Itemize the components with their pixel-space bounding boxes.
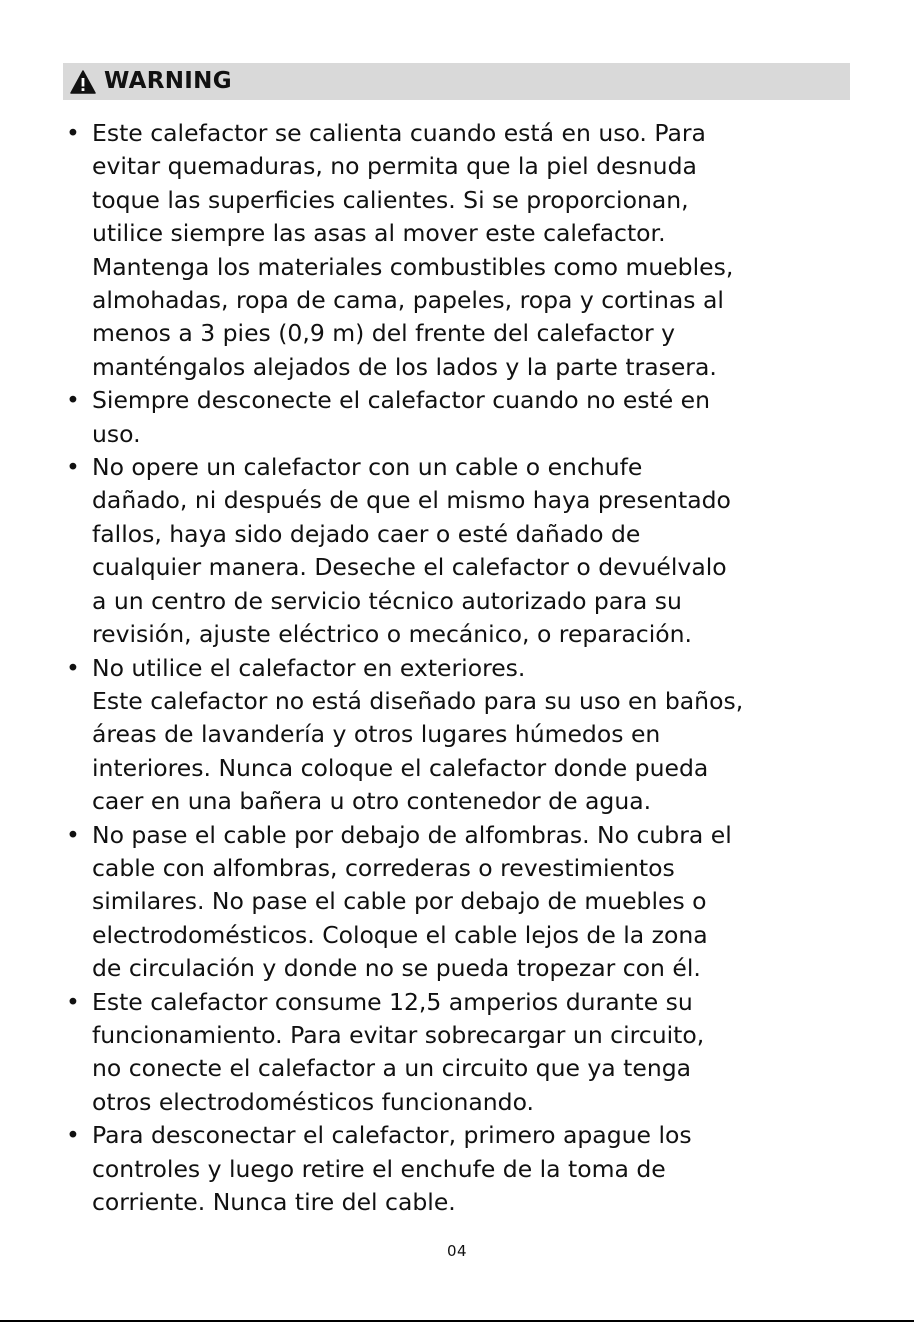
item-line: de circulación y donde no se pueda tropezar con él. [92, 954, 701, 983]
list-item [66, 117, 866, 384]
bullet: • [66, 987, 80, 1016]
item-line: revisión, ajuste eléctrico o mecánico, o reparación. [92, 620, 692, 649]
item-line: No pase el cable por debajo de alfombras. No cubra el [92, 820, 732, 849]
item-line: áreas de lavandería y otros lugares húmedos en [92, 720, 661, 749]
item-line: cable con alfombras, correderas o revestimientos [92, 853, 675, 882]
item-line: Mantenga los materiales combustibles como muebles, [92, 252, 734, 281]
list-item [66, 451, 866, 651]
item-line: electrodomésticos. Coloque el cable lejos de la zona [92, 920, 708, 949]
item-line: No utilice el calefactor en exteriores. [92, 653, 526, 682]
bullet: • [66, 820, 80, 849]
item-line: Siempre desconecte el calefactor cuando no esté en [92, 386, 711, 415]
page-bottom-rule [0, 1320, 914, 1322]
item-line: Este calefactor se calienta cuando está en uso. Para [92, 119, 706, 147]
warning-header [63, 63, 850, 100]
item-line: almohadas, ropa de cama, papeles, ropa y cortinas al [92, 286, 724, 315]
bullet: • [66, 453, 80, 482]
item-line: No opere un calefactor con un cable o enchufe [92, 453, 643, 482]
list-item [66, 986, 866, 1120]
item-line: uso. [92, 419, 141, 448]
item-line: funcionamiento. Para evitar sobrecargar un circuito, [92, 1020, 705, 1049]
item-line: Este calefactor consume 12,5 amperios durante su [92, 987, 693, 1016]
list-item [66, 384, 866, 451]
item-line: similares. No pase el cable por debajo de muebles o [92, 887, 707, 916]
bullet: • [66, 1121, 80, 1150]
list-item [66, 652, 866, 819]
item-line: evitar quemaduras, no permita que la piel desnuda [92, 152, 697, 181]
item-line: toque las superficies calientes. Si se proporcionan, [92, 185, 689, 214]
item-line: Este calefactor no está diseñado para su uso en baños, [92, 686, 744, 715]
item-line: Para desconectar el calefactor, primero apague los [92, 1121, 692, 1150]
item-line: no conecte el calefactor a un circuito que ya tenga [92, 1054, 692, 1083]
item-line: controles y luego retire el enchufe de la toma de [92, 1154, 666, 1183]
item-line: cualquier manera. Deseche el calefactor o devuélvalo [92, 553, 727, 582]
bullet: • [66, 119, 80, 147]
bullet: • [66, 653, 80, 682]
item-line: manténgalos alejados de los lados y la parte trasera. [92, 352, 717, 381]
item-line: a un centro de servicio técnico autorizado para su [92, 586, 682, 615]
item-line: utilice siempre las asas al mover este calefactor. [92, 219, 666, 248]
bullet: • [66, 386, 80, 415]
item-line: corriente. Nunca tire del cable. [92, 1188, 456, 1216]
page-number: 04 [446, 1242, 468, 1260]
warning-title: WARNING [104, 68, 232, 94]
warning-triangle-icon [70, 70, 96, 94]
item-line: otros electrodomésticos funcionando. [92, 1087, 535, 1116]
item-line: caer en una bañera u otro contenedor de agua. [92, 787, 652, 816]
list-item [66, 819, 866, 986]
item-line: interiores. Nunca coloque el calefactor donde pueda [92, 753, 709, 782]
item-line: menos a 3 pies (0,9 m) del frente del calefactor y [92, 319, 675, 348]
item-line: dañado, ni después de que el mismo haya presentado [92, 486, 731, 515]
list-item [66, 1119, 866, 1219]
warning-list [66, 117, 866, 1219]
item-line: fallos, haya sido dejado caer o esté dañado de [92, 519, 641, 548]
